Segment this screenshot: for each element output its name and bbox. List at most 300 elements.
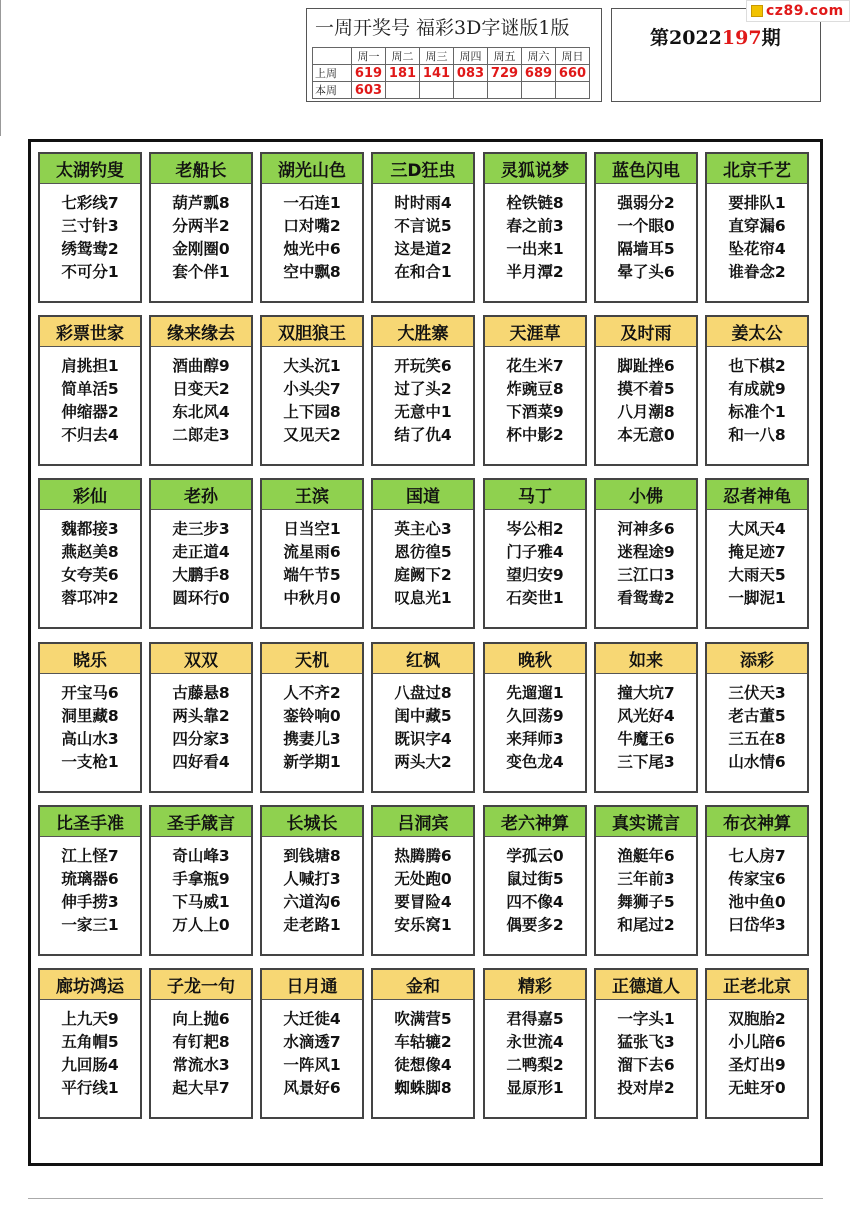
panel-title: 如来 [596,644,696,674]
panel-lines [485,1008,585,1100]
panel-title: 廊坊鸿运 [40,970,140,1000]
panel-title: 忍者神龟 [707,480,807,510]
issue-box [611,8,821,102]
panel-title: 晓乐 [40,644,140,674]
riddle-line: 热腾腾6 [394,847,452,865]
riddle-line: 车轱辘2 [394,1033,452,1051]
panel-title: 及时雨 [596,317,696,347]
riddle-line: 两头大2 [394,753,452,771]
riddle-line: 闺中藏5 [394,707,452,725]
panel-title: 湖光山色 [262,154,362,184]
riddle-line: 简单活5 [61,380,119,398]
riddle-line: 东北风4 [172,403,230,421]
riddle-line: 先遛遛1 [506,684,564,702]
result-number: 181 [386,65,420,82]
panel-title: 小佛 [596,480,696,510]
riddle-line: 新学期1 [283,753,341,771]
riddle-line: 英主心3 [394,520,452,538]
riddle-line: 望归安9 [506,566,564,584]
riddle-line: 既识字4 [394,730,452,748]
panel-title: 缘来缘去 [151,317,251,347]
riddle-line: 迷程途9 [617,543,675,561]
riddle-line: 上九天9 [61,1010,119,1028]
riddle-line: 显原形1 [506,1079,564,1097]
riddle-line: 大头沉1 [283,357,341,375]
result-number [522,82,556,99]
riddle-line: 圣灯出9 [728,1056,786,1074]
panel-title: 布衣神算 [707,807,807,837]
panel-title: 灵狐说梦 [485,154,585,184]
riddle-line: 一支枪1 [61,753,119,771]
riddle-line: 圆环行0 [172,589,230,607]
riddle-line: 山水情6 [728,753,786,771]
riddle-line: 手拿瓶9 [172,870,230,888]
riddle-line: 绣鸳鸯2 [61,240,119,258]
riddle-line: 久回荡9 [506,707,564,725]
riddle-panel [371,478,475,629]
riddle-line: 也下棋2 [728,357,786,375]
riddle-line: 时时雨4 [394,194,452,212]
riddle-panel [705,478,809,629]
panel-lines [485,518,585,610]
riddle-line: 小儿陪6 [728,1033,786,1051]
riddle-line: 上下园8 [283,403,341,421]
riddle-line: 高山水3 [61,730,119,748]
riddle-panel [38,968,142,1119]
panel-lines [707,682,807,774]
riddle-line: 燕赵美8 [61,543,119,561]
panel-title: 大胜寨 [373,317,473,347]
riddle-line: 到钱塘8 [283,847,341,865]
panel-title: 马丁 [485,480,585,510]
riddle-line: 伸手捞3 [61,893,119,911]
panel-title: 真实谎言 [596,807,696,837]
panel-lines [707,845,807,937]
panel-lines [262,355,362,447]
riddle-line: 常流水3 [172,1056,230,1074]
day-header: 周五 [488,48,522,65]
riddle-panel [594,315,698,466]
panel-lines [262,1008,362,1100]
riddle-board [28,139,823,1166]
watermark-text: cz89.com [766,3,844,19]
riddle-line: 脚趾挫6 [617,357,675,375]
riddle-line: 池中鱼0 [728,893,786,911]
riddle-panel [483,968,587,1119]
panel-title: 天涯草 [485,317,585,347]
issue-number-text [650,23,781,50]
riddle-line: 中秋月0 [283,589,341,607]
panel-title: 正老北京 [707,970,807,1000]
riddle-line: 结了仇4 [394,426,452,444]
riddle-line: 安乐窝1 [394,916,452,934]
panel-title: 精彩 [485,970,585,1000]
day-header: 周三 [420,48,454,65]
riddle-panel [705,805,809,956]
riddle-line: 永世流4 [506,1033,564,1051]
panel-title: 三D狂虫 [373,154,473,184]
panel-lines [596,1008,696,1100]
panel-title: 天机 [262,644,362,674]
riddle-line: 伸缩器2 [61,403,119,421]
riddle-line: 三伏天3 [728,684,786,702]
riddle-line: 杯中影2 [506,426,564,444]
result-number: 689 [522,65,556,82]
riddle-line: 坠花帘4 [728,240,786,258]
panel-lines [262,518,362,610]
riddle-line: 要排队1 [728,194,786,212]
result-number: 660 [556,65,590,82]
riddle-line: 肩挑担1 [61,357,119,375]
riddle-line: 分两半2 [172,217,230,235]
riddle-line: 门子雅4 [506,543,564,561]
panel-lines [707,192,807,284]
panel-lines [373,355,473,447]
riddle-line: 古藤悬8 [172,684,230,702]
site-watermark [746,0,850,22]
riddle-line: 过了头2 [394,380,452,398]
result-number [488,82,522,99]
panel-lines [485,845,585,937]
riddle-line: 投对岸2 [617,1079,675,1097]
riddle-line: 三下尾3 [617,753,675,771]
panel-title: 老船长 [151,154,251,184]
riddle-line: 銮铃响0 [283,707,341,725]
riddle-line: 下酒菜9 [506,403,564,421]
riddle-line: 和一八8 [728,426,786,444]
riddle-line: 魏都接3 [61,520,119,538]
riddle-line: 六道沟6 [283,893,341,911]
riddle-line: 平行线1 [61,1079,119,1097]
riddle-line: 大风天4 [728,520,786,538]
panel-title: 晚秋 [485,644,585,674]
riddle-line: 五角帽5 [61,1033,119,1051]
riddle-line: 传家宝6 [728,870,786,888]
riddle-line: 不归去4 [61,426,119,444]
riddle-panel [38,478,142,629]
riddle-line: 君得嘉5 [506,1010,564,1028]
riddle-panel [260,642,364,793]
riddle-line: 在和合1 [394,263,452,281]
riddle-panel [149,805,253,956]
riddle-line: 开宝马6 [61,684,119,702]
riddle-line: 一个眼0 [617,217,675,235]
riddle-panel [38,152,142,303]
riddle-line: 江上怪7 [61,847,119,865]
panel-lines [262,192,362,284]
day-header: 周一 [352,48,386,65]
riddle-line: 半月潭2 [506,263,564,281]
riddle-panel [371,152,475,303]
riddle-panel [371,315,475,466]
results-table [312,47,590,99]
result-number: 729 [488,65,522,82]
riddle-panel [260,968,364,1119]
issue-suffix: 期 [761,27,781,49]
riddle-line: 要冒险4 [394,893,452,911]
riddle-line: 牛魔王6 [617,730,675,748]
results-title: 一周开奖号 福彩3D字谜版1版 [315,17,570,39]
riddle-line: 和尾过2 [617,916,675,934]
riddle-panel [149,642,253,793]
result-number [556,82,590,99]
panel-title: 红枫 [373,644,473,674]
panel-title: 比圣手准 [40,807,140,837]
riddle-line: 这是道2 [394,240,452,258]
riddle-line: 葫芦瓢8 [172,194,230,212]
riddle-line: 水滴透7 [283,1033,341,1051]
logo-square-icon [751,5,763,17]
panel-lines [262,845,362,937]
riddle-panel [260,478,364,629]
panel-lines [373,845,473,937]
panel-lines [596,845,696,937]
panel-title: 老六神算 [485,807,585,837]
riddle-line: 有成就9 [728,380,786,398]
riddle-line: 一阵风1 [283,1056,341,1074]
riddle-line: 一出来1 [506,240,564,258]
riddle-line: 口对嘴2 [283,217,341,235]
riddle-line: 空中飘8 [283,263,341,281]
riddle-line: 金刚圈0 [172,240,230,258]
panel-lines [707,355,807,447]
panel-title: 正德道人 [596,970,696,1000]
riddle-line: 一字头1 [617,1010,675,1028]
riddle-panel [149,315,253,466]
result-number [420,82,454,99]
panel-title: 老孙 [151,480,251,510]
riddle-panel [371,642,475,793]
riddle-line: 看鸳鸯2 [617,589,675,607]
panel-lines [707,518,807,610]
riddle-line: 走正道4 [172,543,230,561]
results-corner-cell [313,48,352,65]
riddle-line: 隔墙耳5 [617,240,675,258]
riddle-line: 变色龙4 [506,753,564,771]
riddle-line: 本无意0 [617,426,675,444]
panel-title: 双双 [151,644,251,674]
panel-title: 圣手箴言 [151,807,251,837]
riddle-line: 徒想像4 [394,1056,452,1074]
result-number: 141 [420,65,454,82]
riddle-line: 四不像4 [506,893,564,911]
riddle-line: 走老路1 [283,916,341,934]
panel-title: 金和 [373,970,473,1000]
riddle-panel [149,968,253,1119]
panel-lines [485,682,585,774]
panel-title: 彩仙 [40,480,140,510]
panel-lines [151,192,251,284]
riddle-line: 七人房7 [728,847,786,865]
riddle-line: 八盘过8 [394,684,452,702]
riddle-line: 走三步3 [172,520,230,538]
riddle-panel [483,478,587,629]
panel-title: 长城长 [262,807,362,837]
panel-lines [40,682,140,774]
riddle-line: 女夸芙6 [61,566,119,584]
panel-lines [40,192,140,284]
riddle-line: 双胞胎2 [728,1010,786,1028]
panel-lines [151,682,251,774]
riddle-line: 二鸭梨2 [506,1056,564,1074]
riddle-line: 栓铁链8 [506,194,564,212]
bottom-divider [28,1198,823,1199]
riddle-line: 人不齐2 [283,684,341,702]
issue-prefix: 第2022 [650,27,722,49]
riddle-line: 恩彷徨5 [394,543,452,561]
row-label: 本周 [313,82,352,99]
result-number: 083 [454,65,488,82]
riddle-line: 老古董5 [728,707,786,725]
panel-lines [485,355,585,447]
panel-title: 蓝色闪电 [596,154,696,184]
riddle-line: 烛光中6 [283,240,341,258]
riddle-line: 日当空1 [283,520,341,538]
riddle-line: 无蛀牙0 [728,1079,786,1097]
panel-lines [40,355,140,447]
riddle-panel [371,805,475,956]
result-number: 619 [352,65,386,82]
riddle-line: 下马威1 [172,893,230,911]
riddle-line: 谁眷念2 [728,263,786,281]
riddle-panel [594,478,698,629]
panel-title: 北京千艺 [707,154,807,184]
riddle-panel [149,152,253,303]
riddle-line: 岑公相2 [506,520,564,538]
riddle-line: 有钉耙8 [172,1033,230,1051]
riddle-line: 起大早7 [172,1079,230,1097]
riddle-line: 直穿漏6 [728,217,786,235]
panel-lines [707,1008,807,1100]
riddle-panel [38,805,142,956]
riddle-line: 携妻儿3 [283,730,341,748]
riddle-line: 庭阙下2 [394,566,452,584]
panel-title: 子龙一句 [151,970,251,1000]
riddle-line: 一脚泥1 [728,589,786,607]
panel-lines [151,1008,251,1100]
riddle-line: 石奕世1 [506,589,564,607]
day-header: 周日 [556,48,590,65]
riddle-line: 七彩线7 [61,194,119,212]
panel-title: 吕洞宾 [373,807,473,837]
riddle-panel [260,805,364,956]
riddle-line: 三五在8 [728,730,786,748]
riddle-panel [483,152,587,303]
riddle-panel [483,642,587,793]
riddle-line: 二郎走3 [172,426,230,444]
riddle-line: 猛张飞3 [617,1033,675,1051]
riddle-line: 四分家3 [172,730,230,748]
riddle-panel [149,478,253,629]
riddle-line: 吹满营5 [394,1010,452,1028]
riddle-line: 万人上0 [172,916,230,934]
riddle-line: 蓉邛冲2 [61,589,119,607]
riddle-line: 不言说5 [394,217,452,235]
riddle-line: 春之前3 [506,217,564,235]
riddle-line: 端午节5 [283,566,341,584]
riddle-panel [371,968,475,1119]
riddle-line: 学孤云0 [506,847,564,865]
riddle-line: 风景好6 [283,1079,341,1097]
riddle-line: 琉璃器6 [61,870,119,888]
riddle-panel [483,805,587,956]
riddle-line: 两头靠2 [172,707,230,725]
riddle-line: 套个伴1 [172,263,230,281]
riddle-panel [594,642,698,793]
riddle-line: 洞里藏8 [61,707,119,725]
riddle-line: 酒曲醇9 [172,357,230,375]
riddle-line: 溜下去6 [617,1056,675,1074]
panel-lines [151,355,251,447]
riddle-line: 一石连1 [283,194,341,212]
panel-title: 姜太公 [707,317,807,347]
riddle-line: 九回肠4 [61,1056,119,1074]
day-header: 周四 [454,48,488,65]
riddle-line: 开玩笑6 [394,357,452,375]
riddle-line: 无处跑0 [394,870,452,888]
riddle-panel [260,152,364,303]
riddle-line: 小头尖7 [283,380,341,398]
panel-lines [151,845,251,937]
results-header-row [313,48,590,65]
riddle-panel [594,152,698,303]
panel-lines [596,192,696,284]
riddle-line: 河神多6 [617,520,675,538]
riddle-line: 晕了头6 [617,263,675,281]
result-number: 603 [352,82,386,99]
row-label: 上周 [313,65,352,82]
riddle-panel [705,642,809,793]
riddle-line: 标准个1 [728,403,786,421]
riddle-line: 摸不着5 [617,380,675,398]
riddle-line: 花生米7 [506,357,564,375]
riddle-panel [705,315,809,466]
riddle-line: 流星雨6 [283,543,341,561]
riddle-line: 人喊打3 [283,870,341,888]
riddle-line: 日变天2 [172,380,230,398]
riddle-line: 鼠过街5 [506,870,564,888]
panel-lines [373,1008,473,1100]
riddle-line: 不可分1 [61,263,119,281]
riddle-line: 掩足迹7 [728,543,786,561]
riddle-line: 三江口3 [617,566,675,584]
panel-title: 双胆狼王 [262,317,362,347]
panel-title: 日月通 [262,970,362,1000]
riddle-line: 来拜师3 [506,730,564,748]
riddle-panel [594,805,698,956]
riddle-line: 曰岱华3 [728,916,786,934]
day-header: 周二 [386,48,420,65]
riddle-line: 三寸针3 [61,217,119,235]
panel-lines [40,845,140,937]
riddle-line: 强弱分2 [617,194,675,212]
panel-lines [596,682,696,774]
riddle-panel [594,968,698,1119]
left-edge-line [0,0,1,136]
riddle-line: 渔艇年6 [617,847,675,865]
riddle-line: 撞大坑7 [617,684,675,702]
panel-title: 彩票世家 [40,317,140,347]
panel-lines [373,192,473,284]
panel-lines [596,518,696,610]
panel-title: 添彩 [707,644,807,674]
riddle-line: 大迁徙4 [283,1010,341,1028]
riddle-line: 无意中1 [394,403,452,421]
riddle-line: 大鹏手8 [172,566,230,584]
riddle-line: 大雨天5 [728,566,786,584]
riddle-panel [483,315,587,466]
riddle-line: 蜘蛛脚8 [394,1079,452,1097]
